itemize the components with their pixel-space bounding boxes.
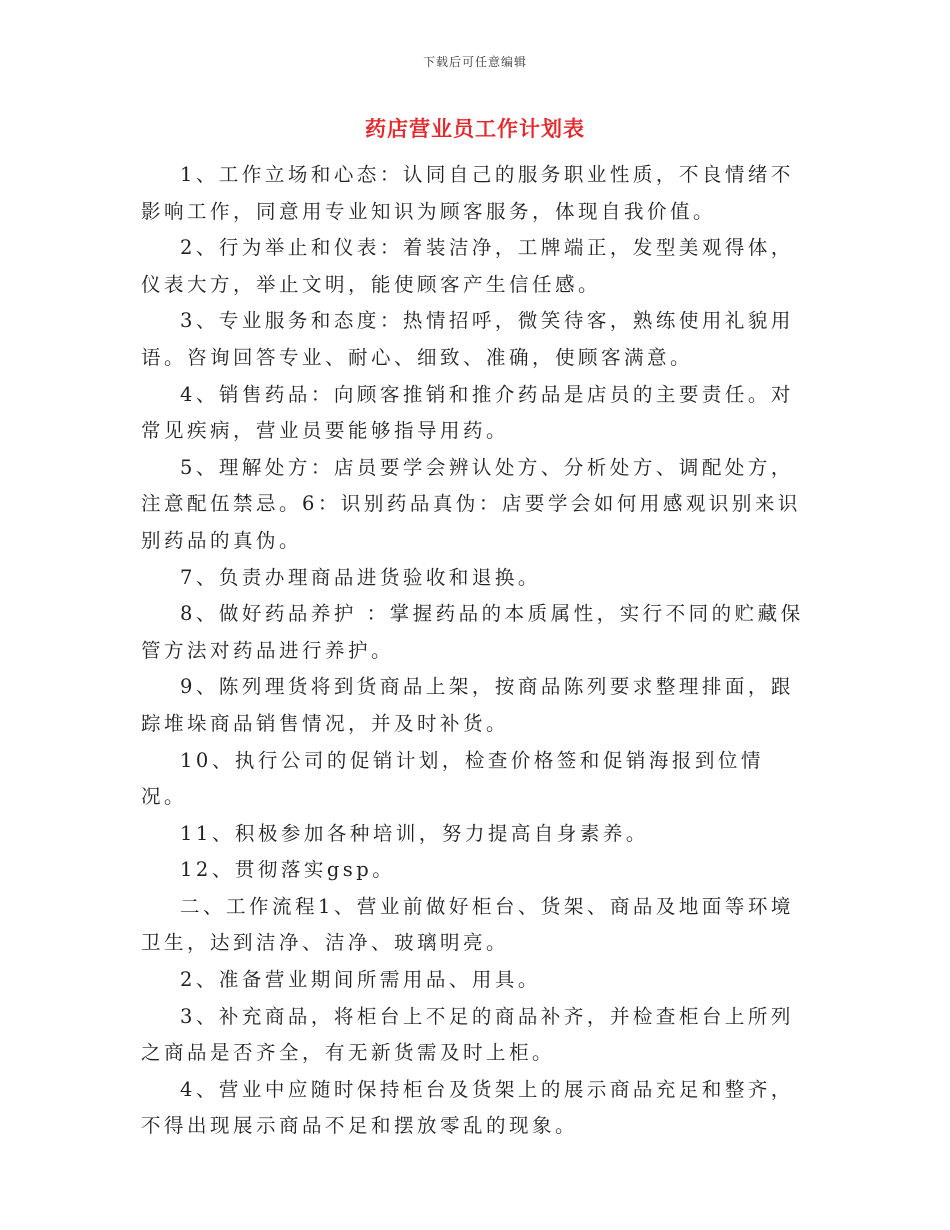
paragraph: 1、工作立场和心态：认同自己的服务职业性质，不良情绪不影响工作，同意用专业知识为顾客服务，体现自我价值。 bbox=[141, 163, 794, 223]
paragraph: 5、理解处方：店员要学会辨认处方、分析处方、调配处方，注意配伍禁忌。6：识别药品真伪：店要学会如何用感观识别来识别药品的真伪。 bbox=[141, 455, 801, 552]
paragraph: 7、负责办理商品进货验收和退换。 bbox=[180, 565, 541, 589]
paragraph: 9、陈列理货将到货商品上架，按商品陈列要求整理排面，跟踪堆垛商品销售情况，并及时补货。 bbox=[141, 675, 794, 735]
paragraph: 4、销售药品：向顾客推销和推介药品是店员的主要责任。对常见疾病，营业员要能够指导用药。 bbox=[141, 382, 794, 443]
paragraph: 3、补充商品，将柜台上不足的商品补齐，并检查柜台上所列之商品是否齐全，有无新货需及时上柜。 bbox=[141, 1004, 794, 1065]
paragraph: 12、贯彻落实gsp。 bbox=[180, 858, 396, 882]
document-body bbox=[141, 157, 809, 1145]
paragraph: 2、行为举止和仪表：着装洁净，工牌端正，发型美观得体，仪表大方，举止文明，能使顾客产生信任感。 bbox=[141, 236, 794, 296]
header-note: 下载后可任意编辑 bbox=[422, 55, 527, 69]
document-title: 药店营业员工作计划表 bbox=[365, 117, 585, 141]
paragraph: 3、专业服务和态度：热情招呼，微笑待客，熟练使用礼貌用语。咨询回答专业、耐心、细致、准确，使顾客满意。 bbox=[141, 309, 794, 369]
paragraph: 10、执行公司的促销计划，检查价格签和促销海报到位情况。 bbox=[141, 748, 764, 809]
paragraph: 11、积极参加各种培训，努力提高自身素养。 bbox=[180, 821, 649, 845]
paragraph: 8、做好药品养护 ：掌握药品的本质属性，实行不同的贮藏保管方法对药品进行养护。 bbox=[141, 602, 804, 662]
paragraph: 二、工作流程1、营业前做好柜台、货架、商品及地面等环境卫生，达到洁净、洁净、玻璃明亮。 bbox=[141, 894, 794, 955]
paragraph: 4、营业中应随时保持柜台及货架上的展示商品充足和整齐，不得出现展示商品不足和摆放零乱的现象。 bbox=[141, 1077, 794, 1138]
paragraph: 2、准备营业期间所需用品、用具。 bbox=[180, 968, 541, 992]
